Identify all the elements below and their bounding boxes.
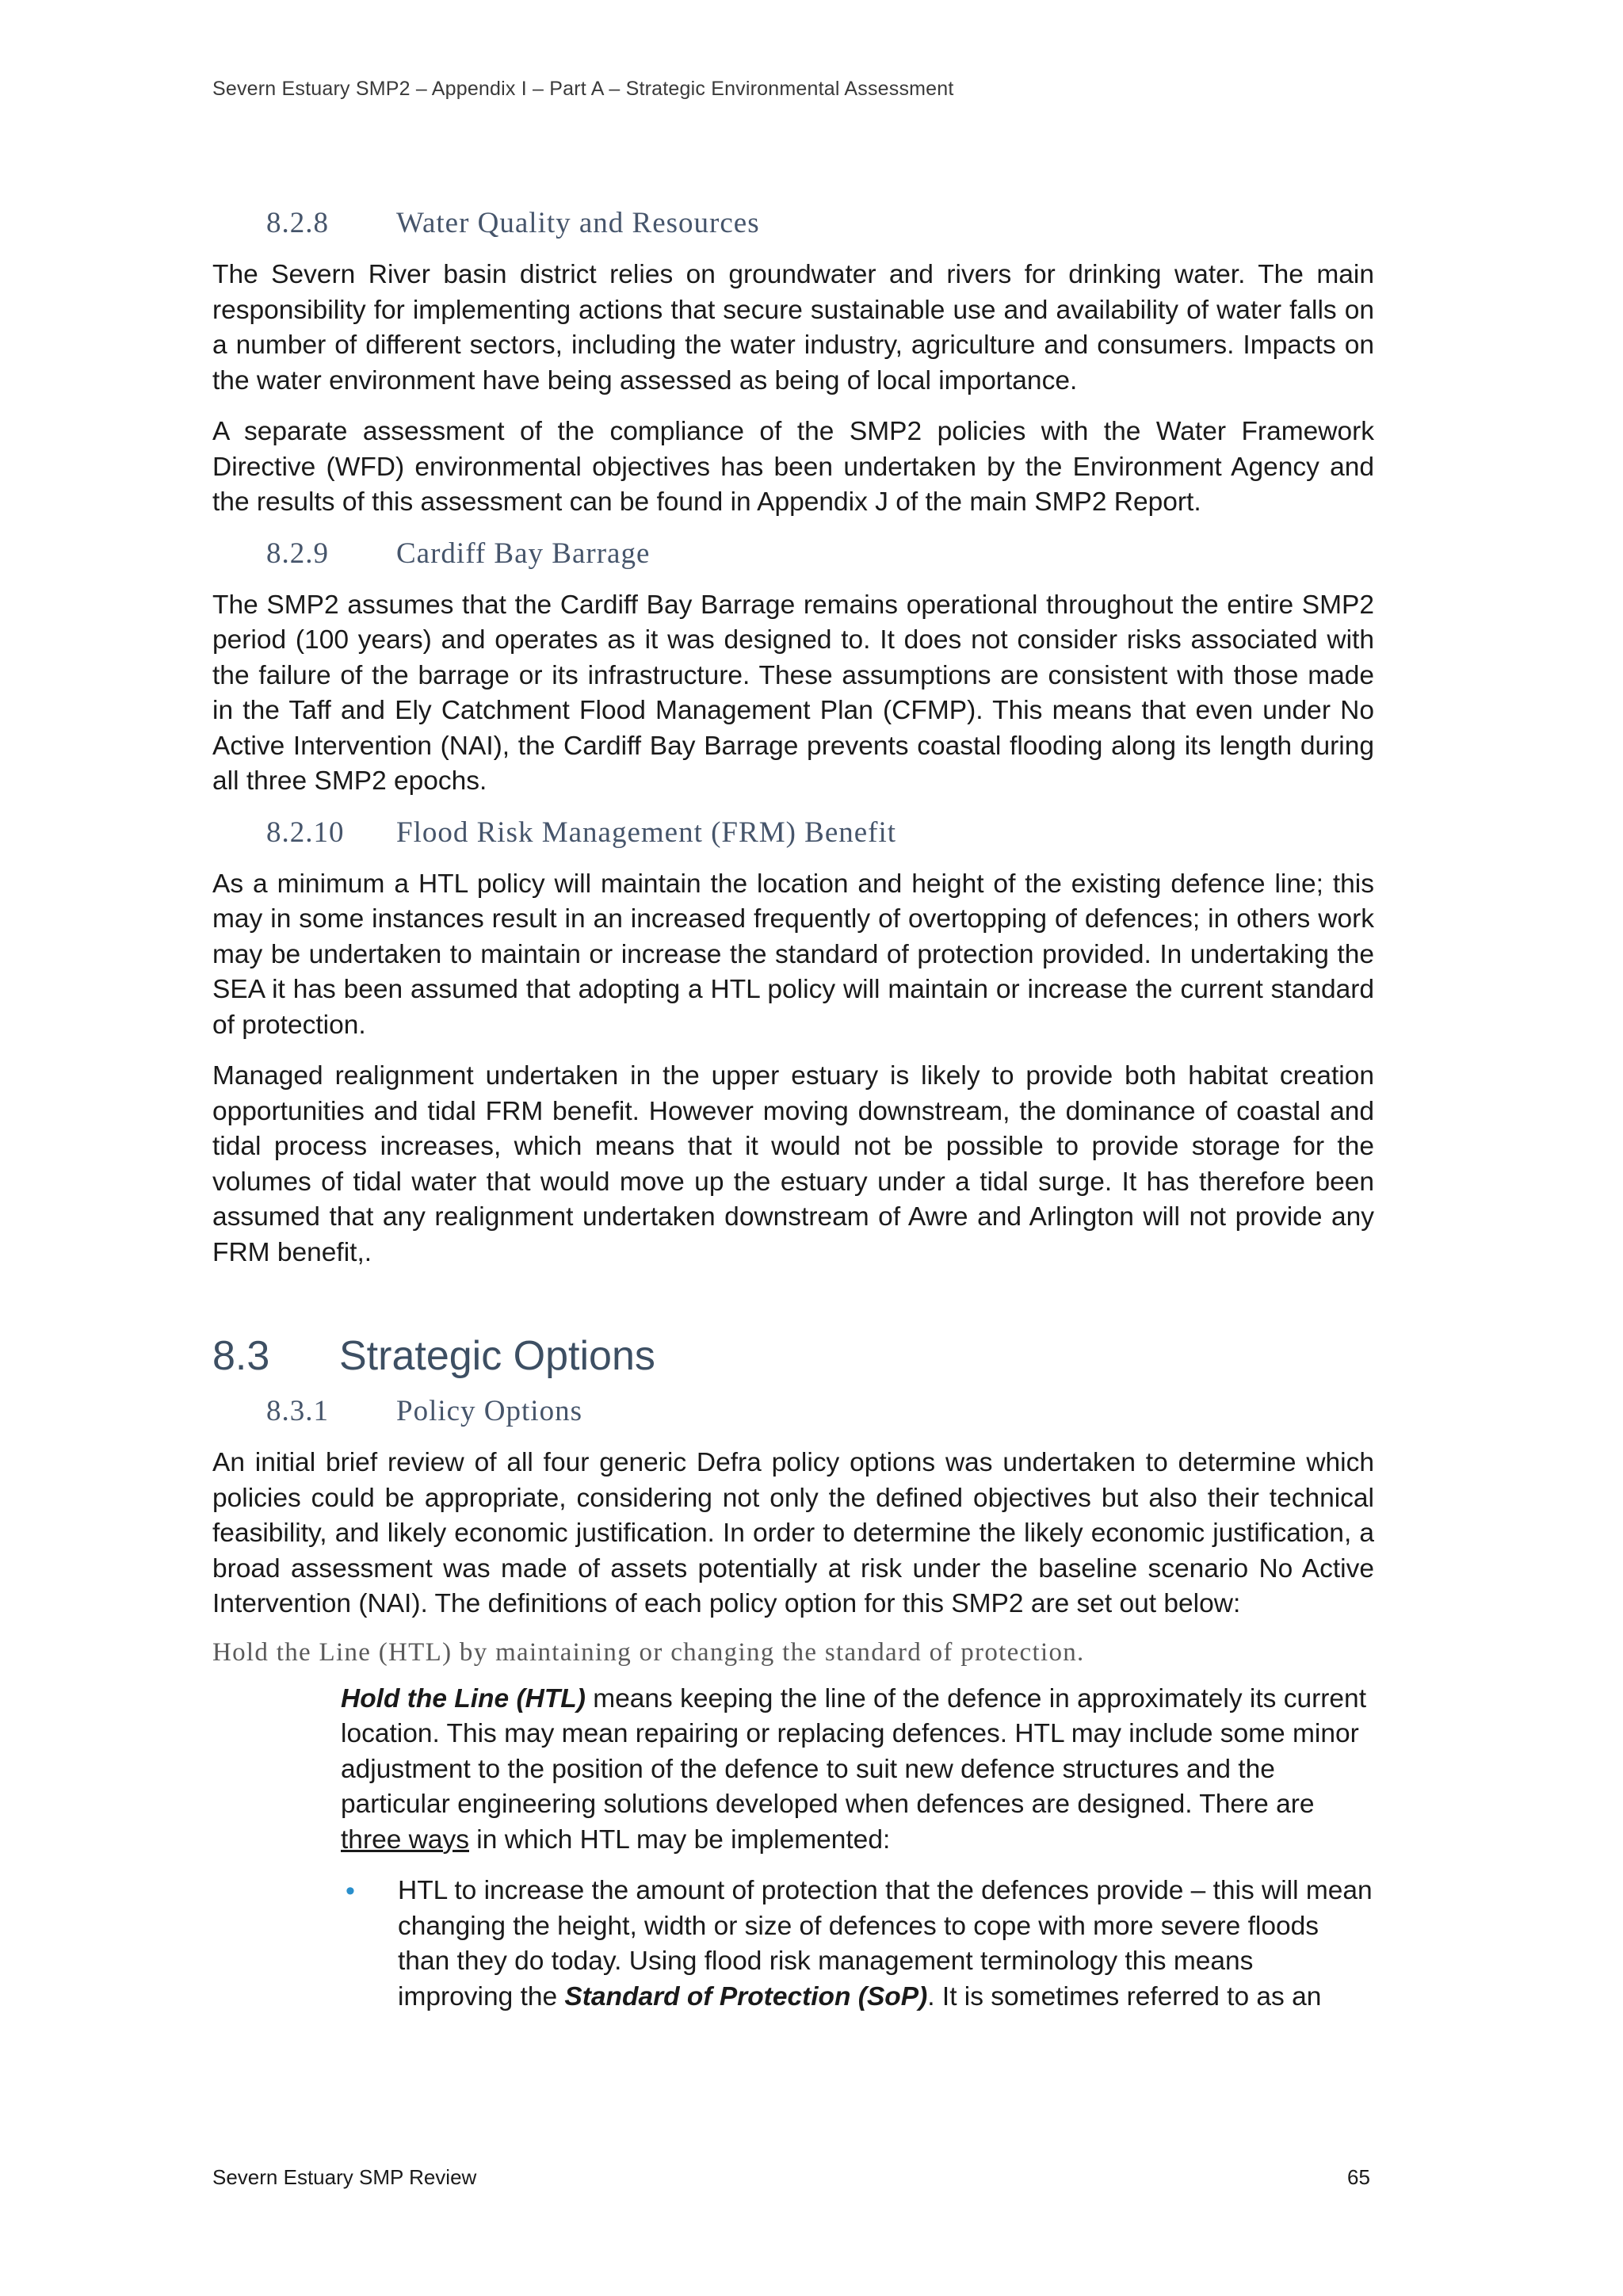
section-number: 8.2.8 — [266, 207, 329, 239]
footer-title: Severn Estuary SMP Review — [212, 2165, 477, 2189]
section-heading-8-3 — [212, 1332, 1374, 1380]
htl-def-text-end: in which HTL may be implemented: — [469, 1824, 891, 1855]
section-title: Water Quality and Resources — [396, 207, 760, 239]
document-body — [212, 206, 1374, 2015]
bullet-text — [398, 1874, 1374, 2015]
section-number: 8.2.10 — [266, 816, 345, 849]
section-number: 8.3 — [212, 1333, 270, 1379]
section-title: Strategic Options — [339, 1333, 655, 1379]
sop-term: Standard of Protection (SoP) — [564, 1981, 928, 2011]
paragraph: As a minimum a HTL policy will maintain the location and height of the existing defence line; this may in some instances result in an increased frequently of overtopping of defences; in others work may be undertaken to maintain or increase the standard of protection provided. In undertaking the SEA it has been assumed that adopting a HTL policy will maintain or increase the current standard of protection. — [212, 869, 1374, 1040]
bullet-text-end: . It is sometimes referred to as an — [927, 1981, 1322, 2011]
section-number: 8.2.9 — [266, 537, 329, 570]
paragraph: A separate assessment of the compliance of the SMP2 policies with the Water Framework Directive (WFD) environmental objectives has been undertaken by the Environment Agency and the results of this assessment can be found in Appendix J of the main SMP2 Report. — [212, 417, 1374, 517]
section-title: Policy Options — [396, 1395, 582, 1427]
section-title: Cardiff Bay Barrage — [396, 537, 651, 570]
section-title: Flood Risk Management (FRM) Benefit — [396, 816, 897, 849]
section-heading-8-2-10 — [212, 816, 1374, 850]
section-heading-8-3-1 — [212, 1394, 1374, 1428]
htl-term: Hold the Line (HTL) — [341, 1683, 586, 1713]
page-header: Severn Estuary SMP2 – Appendix I – Part A – Strategic Environmental Assessment — [212, 78, 954, 100]
paragraph: The SMP2 assumes that the Cardiff Bay Barrage remains operational throughout the entire SMP2 period (100 years) and operates as it was designed to. It does not consider risks associated with the failure of the barrage or its infrastructure. These assumptions are consistent with those made in the Taff and Ely Catchment Flood Management Plan (CFMP). This means that even under No Active Intervention (NAI), the Cardiff Bay Barrage prevents coastal flooding along its length during all three SMP2 epochs. — [212, 590, 1374, 796]
paragraph: Managed realignment undertaken in the upper estuary is likely to provide both habitat creation opportunities and tidal FRM benefit. However moving downstream, the dominance of coastal and tidal process increases, which means that it would not be possible to provide storage for the volumes of tidal water that would move up the estuary under a tidal surge. It has therefore been assumed that any realignment undertaken downstream of Awre and Arlington will not provide any FRM benefit,. — [212, 1061, 1374, 1267]
three-ways-link: three ways — [341, 1824, 469, 1855]
htl-definition-block — [341, 1682, 1374, 1859]
section-heading-8-2-9 — [212, 537, 1374, 571]
bullet-text-part: HTL to increase the amount of protection that the defences provide – this will mean changing the height, width or size of defences to cope with more severe floods than they do today. Using flood risk management terminology this means improving the — [398, 1876, 1373, 2011]
section-number: 8.3.1 — [266, 1395, 329, 1427]
paragraph: The Severn River basin district relies on groundwater and rivers for drinking water. The main responsibility for implementing actions that secure sustainable use and availability of water falls on a number of different sectors, including the water industry, agriculture and consumers. Impacts on the water environment have being assessed as being of local importance. — [212, 260, 1374, 395]
paragraph: An initial brief review of all four generic Defra policy options was undertaken to determine which policies could be appropriate, considering not only the defined objectives but also their technical feasibility, and likely economic justification. In order to determine the likely economic justification, a broad assessment was made of assets potentially at risk under the baseline scenario No Active Intervention (NAI). The definitions of each policy option for this SMP2 are set out below: — [212, 1448, 1374, 1618]
section-heading-8-2-8 — [212, 206, 1374, 240]
htl-def-text: means keeping the line of the defence in approximately its current location. This may mean repairing or replacing defences. HTL may include some minor adjustment to the position of the defence to suit new defence structures and the particular engineering solutions developed when defences are designed. There are — [341, 1683, 1366, 1819]
htl-definition — [341, 1682, 1374, 1859]
bullet-icon: • — [346, 1876, 355, 1906]
htl-subheading: Hold the Line (HTL) by maintaining or changing the standard of protection. — [212, 1637, 1085, 1667]
list-item — [341, 1874, 1374, 2015]
page-number: 65 — [1347, 2165, 1370, 2189]
